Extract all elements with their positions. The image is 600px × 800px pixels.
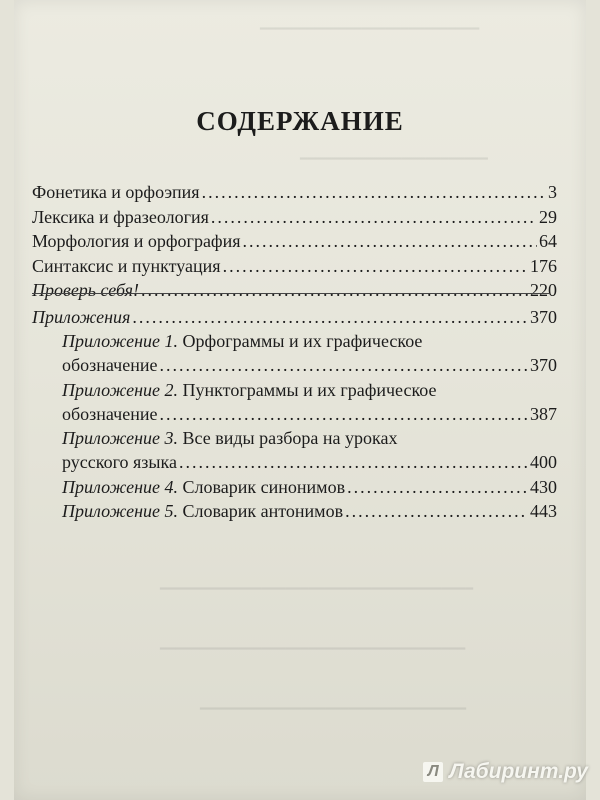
toc-entry xyxy=(32,278,557,302)
appendix-prefix: Приложение 5. xyxy=(62,501,179,521)
toc-page-number: 370 xyxy=(530,355,557,375)
toc-entry xyxy=(32,305,557,329)
toc-entry xyxy=(32,229,557,253)
appendix-title-continuation: русского языка xyxy=(62,452,177,472)
appendix-entry-line xyxy=(32,378,557,402)
appendix-title: Орфограммы и их графическое xyxy=(182,331,423,351)
appendix-title xyxy=(62,475,345,499)
watermark-text: Лабиринт.ру xyxy=(449,760,588,783)
section-divider xyxy=(32,293,550,294)
leader-dots xyxy=(345,499,528,523)
toc-page-number: 387 xyxy=(530,403,557,424)
toc-entry-label: Лексика и фразеология xyxy=(32,206,209,227)
toc-page-number: 220 xyxy=(530,280,557,300)
appendix-entry-line xyxy=(32,329,557,353)
appendix-entry-line xyxy=(32,426,557,450)
toc-page-number: 64 xyxy=(539,231,557,251)
show-through-text: ━━━━━━━━━━━━━━━━━━━━━━━━━━━━━━━━━━━━━━━ xyxy=(160,641,466,656)
toc-entry xyxy=(32,205,557,229)
leader-dots xyxy=(243,229,537,253)
appendix-title-text: Словарик антонимов xyxy=(182,501,344,521)
appendix-title xyxy=(62,499,343,523)
appendix-entry xyxy=(32,499,557,523)
leader-dots xyxy=(211,205,537,229)
watermark xyxy=(423,760,588,784)
toc-page-number: 430 xyxy=(530,476,557,497)
appendix-entry xyxy=(32,402,557,426)
appendix-title-text: Словарик синонимов xyxy=(182,476,346,497)
appendix-title-continuation: обозначение xyxy=(62,403,158,424)
toc-page-number: 400 xyxy=(530,452,557,472)
appendix-title-continuation: обозначение xyxy=(62,355,158,375)
appendix-title: Все виды разбора на уроках xyxy=(182,428,398,448)
toc-page-number: 3 xyxy=(548,182,557,202)
page-title: СОДЕРЖАНИЕ xyxy=(196,106,404,136)
leader-dots xyxy=(159,402,528,426)
appendix-prefix: Приложение 3. xyxy=(62,428,179,448)
leader-dots xyxy=(202,180,546,204)
toc-entry-label: Приложения xyxy=(32,306,131,327)
toc-page-number: 370 xyxy=(530,306,557,327)
appendix-prefix: Приложение 1. xyxy=(62,331,179,351)
show-through-text: ━━━━━━━━━━━━━━━━━━━━━━━━━━━━━━━━━━ xyxy=(200,701,467,716)
table-of-contents xyxy=(32,180,557,524)
labirint-logo-icon: Л xyxy=(423,762,443,782)
show-through-text: ━━━━━━━━━━━━━━━━━━━━━━━━━━━━ xyxy=(260,21,480,36)
toc-entry-label: Фонетика и орфоэпия xyxy=(32,182,200,202)
leader-dots xyxy=(141,278,528,302)
show-through-text: ━━━━━━━━━━━━━━━━━━━━━━━━━━━━━━━━━━━━━━━━ xyxy=(160,581,474,596)
toc-entry xyxy=(32,254,557,278)
leader-dots xyxy=(223,254,528,278)
leader-dots xyxy=(159,353,528,377)
appendix-entry xyxy=(32,450,557,474)
appendix-entry xyxy=(32,475,557,499)
toc-entry-label: Проверь себя! xyxy=(32,280,139,300)
toc-page-number: 443 xyxy=(530,501,557,521)
toc-entry-label: Синтаксис и пунктуация xyxy=(32,255,221,276)
appendix-entry xyxy=(32,353,557,377)
toc-entry xyxy=(32,180,557,204)
toc-page-number: 29 xyxy=(539,206,557,227)
appendix-prefix: Приложение 4. xyxy=(62,476,179,497)
leader-dots xyxy=(179,450,528,474)
leader-dots xyxy=(347,475,528,499)
leader-dots xyxy=(132,305,528,329)
appendix-title: Пунктограммы и их графическое xyxy=(182,379,437,400)
toc-page-number: 176 xyxy=(530,255,557,276)
appendix-prefix: Приложение 2. xyxy=(62,379,179,400)
toc-entry-label: Морфология и орфография xyxy=(32,231,241,251)
show-through-text: ━━━━━━━━━━━━━━━━━━━━━━━━ xyxy=(300,151,488,166)
